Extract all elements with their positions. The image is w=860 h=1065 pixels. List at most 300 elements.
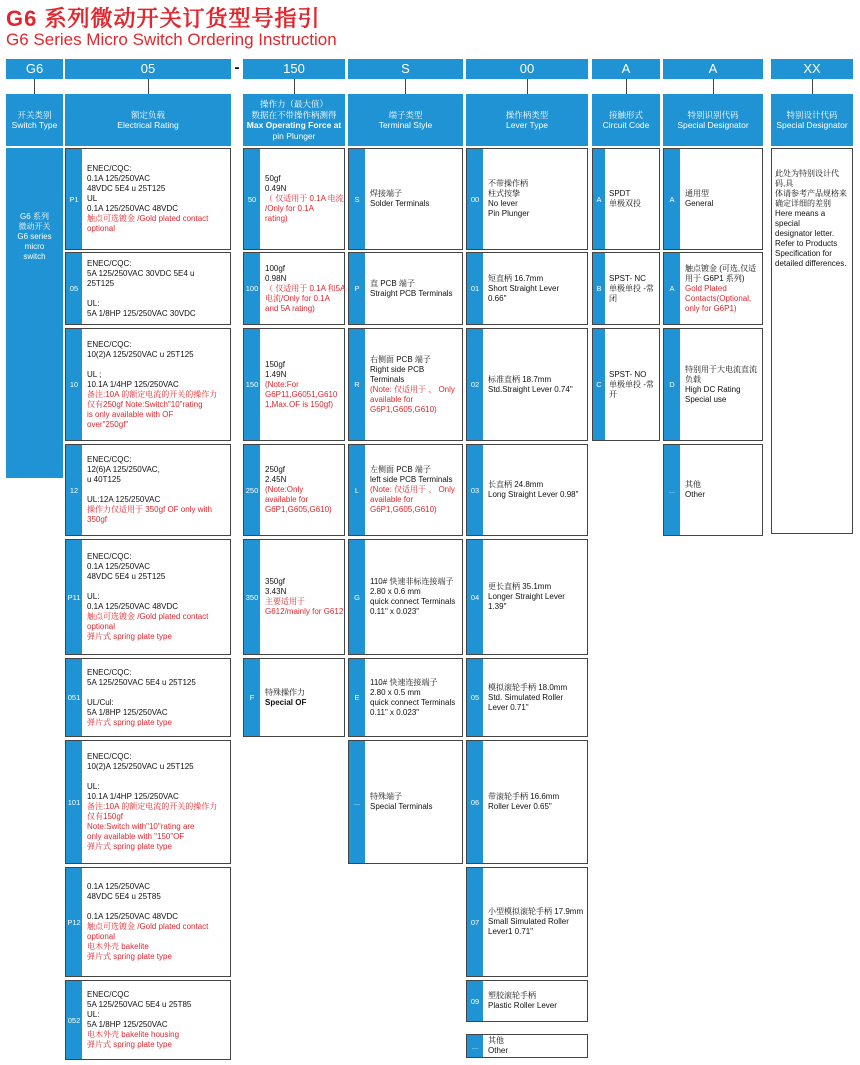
terminal-text bbox=[370, 447, 460, 533]
lever-line: Roller Lever 0.65" bbox=[488, 802, 552, 811]
force-code: 100 bbox=[244, 253, 260, 324]
note-line: Refer to Products bbox=[775, 239, 838, 248]
terminal-row bbox=[348, 252, 463, 325]
lever-text bbox=[488, 151, 585, 247]
header-text: Special Designator bbox=[776, 120, 848, 130]
circuit-row bbox=[592, 328, 660, 441]
rating-line bbox=[87, 902, 228, 912]
rating-line: Note:Switch with"10"rating are bbox=[87, 822, 195, 831]
note-line: detailed differences. bbox=[775, 259, 847, 268]
force-line: available for bbox=[265, 495, 309, 504]
terminal-line: (Note: 仅适用于 、 Only bbox=[370, 384, 455, 394]
lever-line: 塑胶滚轮手柄 bbox=[488, 991, 536, 1000]
code-box-designator: A bbox=[663, 59, 763, 79]
code-box-lever: 00 bbox=[466, 59, 588, 79]
force-text bbox=[265, 331, 342, 438]
force-line: (Note:For bbox=[265, 379, 299, 389]
rating-line: 0.1A 125/250VAC bbox=[87, 562, 151, 571]
lever-line: Std.Straight Lever 0.74" bbox=[488, 384, 573, 394]
force-line: （ 仅适用于 0.1A 和5A bbox=[265, 283, 346, 293]
connector-line bbox=[294, 79, 295, 94]
switch-type-cell bbox=[6, 148, 63, 478]
lever-line: Lever1 0.71" bbox=[488, 927, 534, 936]
header-text: Special Designator bbox=[677, 120, 749, 130]
note-line: designator letter. bbox=[775, 229, 835, 238]
rating-text bbox=[87, 255, 228, 322]
designator-line: 其他 bbox=[685, 480, 701, 489]
header-text: 端子类型 bbox=[388, 109, 423, 120]
rating-line: only available with "150"OF bbox=[87, 832, 185, 841]
lever-code: 03 bbox=[467, 445, 483, 535]
code-dash: - bbox=[234, 59, 240, 76]
lever-code: 09 bbox=[467, 981, 483, 1021]
rating-line: ENEC/CQC: bbox=[87, 552, 132, 561]
terminal-line: Right side PCB bbox=[370, 364, 425, 374]
lever-line: 标准直柄 18.7mm bbox=[488, 374, 552, 384]
rating-line: 5A 1/8HP 125/250VAC 30VDC bbox=[87, 308, 196, 318]
connector-line bbox=[34, 79, 35, 94]
header-special-designator bbox=[663, 94, 763, 146]
header-text: 操作柄类型 bbox=[505, 109, 549, 120]
force-line: 1,Max.OF is 150gf) bbox=[265, 399, 334, 409]
circuit-code: C bbox=[593, 329, 605, 440]
lever-line: No lever bbox=[488, 199, 518, 208]
lever-code: ... bbox=[467, 1035, 483, 1057]
rating-line: 弹片式 spring plate type bbox=[87, 717, 172, 727]
rating-line: 电木外壳 bakelite bbox=[87, 942, 149, 951]
terminal-code: P bbox=[349, 253, 365, 324]
header-special-design-code bbox=[771, 94, 853, 146]
terminal-text bbox=[370, 331, 460, 438]
force-line: /Only for 0.1A bbox=[265, 204, 314, 213]
terminal-line: 直 PCB 端子 bbox=[370, 278, 415, 288]
header-terminal-style bbox=[348, 94, 463, 146]
lever-line: Longer Straight Lever bbox=[488, 592, 565, 601]
terminal-line: 0.11" x 0.023" bbox=[370, 607, 420, 616]
terminal-line: 0.11" x 0.023" bbox=[370, 707, 420, 717]
rating-line: ENEC/CQC: bbox=[87, 667, 132, 677]
designator-code: D bbox=[664, 329, 680, 440]
rating-row bbox=[65, 740, 231, 864]
rating-row bbox=[65, 980, 231, 1060]
rating-line: 仅有150gf bbox=[87, 812, 124, 821]
lever-line: Small Simulated Roller bbox=[488, 917, 569, 926]
lever-line: Other bbox=[488, 1046, 509, 1055]
code-box-circuit: A bbox=[592, 59, 660, 79]
lever-row bbox=[466, 252, 588, 325]
lever-line: 更长直柄 35.1mm bbox=[488, 582, 552, 591]
force-code: 250 bbox=[244, 445, 260, 535]
header-text: Circuit Code bbox=[602, 120, 650, 130]
lever-line: Lever 0.71" bbox=[488, 702, 529, 712]
designator-line: Special use bbox=[685, 394, 727, 404]
header-text: Max Operating Force at bbox=[246, 120, 342, 130]
code-box-terminal: S bbox=[348, 59, 463, 79]
lever-code: 02 bbox=[467, 329, 483, 440]
rating-line: 0.1A 125/250VAC 48VDC bbox=[87, 912, 179, 921]
code-box-type: G6 bbox=[6, 59, 63, 79]
rating-row bbox=[65, 328, 231, 441]
rating-code: P1 bbox=[66, 149, 82, 249]
force-line: G612/mainly for G612 bbox=[265, 607, 344, 616]
switch-type-text: micro bbox=[24, 242, 45, 251]
designator-line: Gold Plated bbox=[685, 283, 727, 293]
lever-line: Plastic Roller Lever bbox=[488, 1001, 557, 1010]
terminal-line: 焊接端子 bbox=[370, 189, 402, 198]
rating-text bbox=[87, 870, 228, 974]
rating-line: 仅有250gf Note:Switch"10"rating bbox=[87, 399, 203, 409]
force-line: 0.98N bbox=[265, 273, 287, 283]
terminal-code: S bbox=[349, 149, 365, 249]
circuit-line: SPST- NO bbox=[609, 369, 647, 379]
rating-text bbox=[87, 151, 228, 247]
rating-code: 052 bbox=[66, 981, 82, 1059]
page-title-cn: G6 系列微动开关订货型号指引 bbox=[6, 6, 321, 31]
circuit-text bbox=[609, 331, 657, 438]
header-operating-force bbox=[243, 94, 345, 146]
force-row bbox=[243, 658, 345, 737]
code-box-special: XX bbox=[771, 59, 853, 79]
designator-line: 用于 G6P1 系列) bbox=[685, 273, 745, 283]
designator-row bbox=[663, 148, 763, 250]
terminal-line: 左侧面 PCB 端子 bbox=[370, 465, 431, 474]
force-line: G6P11,G6051,G610 bbox=[265, 389, 338, 399]
designator-code: A bbox=[664, 253, 680, 324]
rating-line: 25T125 bbox=[87, 278, 115, 288]
circuit-text bbox=[609, 151, 657, 247]
lever-row bbox=[466, 444, 588, 536]
terminal-line: quick connect Terminals bbox=[370, 597, 456, 606]
designator-text bbox=[685, 151, 760, 247]
designator-line: Other bbox=[685, 490, 706, 499]
lever-line: 长直柄 24.8mm bbox=[488, 480, 544, 489]
rating-line: 48VDC 5E4 u 25T125 bbox=[87, 184, 166, 193]
terminal-text bbox=[370, 661, 460, 734]
force-row bbox=[243, 539, 345, 655]
header-switch-type bbox=[6, 94, 63, 146]
circuit-line: 闭 bbox=[609, 293, 617, 303]
designator-line: 特别用于大电流直流 bbox=[685, 364, 757, 374]
force-line: （ 仅适用于 0.1A 电流 bbox=[265, 194, 344, 203]
header-text: Switch Type bbox=[11, 120, 58, 130]
note-line: Specification for bbox=[775, 249, 832, 258]
rating-line: 0.1A 125/250VAC 48VDC bbox=[87, 602, 179, 611]
terminal-code: G bbox=[349, 540, 365, 654]
connector-line bbox=[148, 79, 149, 94]
rating-line: 10.1A 1/4HP 125/250VAC bbox=[87, 792, 179, 801]
rating-line: ENEC/CQC: bbox=[87, 258, 132, 268]
rating-row bbox=[65, 444, 231, 536]
rating-line: ENEC/CQC: bbox=[87, 164, 132, 173]
terminal-code: L bbox=[349, 445, 365, 535]
circuit-line: 单极单投 -常 bbox=[609, 283, 654, 293]
lever-code: 00 bbox=[467, 149, 483, 249]
rating-line: UL/Cul: bbox=[87, 697, 114, 707]
designator-line: only for G6P1) bbox=[685, 303, 737, 313]
rating-code: P12 bbox=[66, 868, 82, 976]
note-line: 确定详细的差别 bbox=[775, 199, 831, 208]
rating-text bbox=[87, 331, 228, 438]
terminal-row bbox=[348, 444, 463, 536]
rating-row bbox=[65, 252, 231, 325]
force-code: 350 bbox=[244, 540, 260, 654]
force-line: (Note:Only bbox=[265, 485, 304, 494]
rating-line: 5A 125/250VAC 5E4 u 25T85 bbox=[87, 1000, 192, 1009]
terminal-text bbox=[370, 255, 460, 322]
force-code: F bbox=[244, 659, 260, 736]
rating-line: 5A 1/8HP 125/250VAC bbox=[87, 1020, 168, 1029]
designator-code: A bbox=[664, 149, 680, 249]
designator-row bbox=[663, 328, 763, 441]
header-text: pin Plunger bbox=[272, 130, 316, 141]
terminal-line: Terminals bbox=[370, 374, 405, 384]
force-text bbox=[265, 661, 342, 734]
terminal-line: 2.80 x 0.6 mm bbox=[370, 587, 421, 596]
force-line: 1.49N bbox=[265, 369, 287, 379]
header-text: 额定负载 bbox=[130, 109, 165, 120]
rating-line: 0.1A 125/250VAC bbox=[87, 174, 151, 183]
rating-line: 触点可选镀金 /Gold plated contact bbox=[87, 214, 209, 223]
rating-code: 10 bbox=[66, 329, 82, 440]
terminal-text bbox=[370, 151, 460, 247]
rating-line: 0.1A 125/250VAC bbox=[87, 882, 151, 891]
header-text: 特别识别代码 bbox=[687, 109, 739, 120]
terminal-line: G6P1,G605,G610) bbox=[370, 505, 437, 514]
lever-line: 小型模拟滚轮手柄 17.9mm bbox=[488, 907, 584, 916]
designator-line: General bbox=[685, 199, 714, 208]
force-line: 0.49N bbox=[265, 184, 287, 193]
force-row bbox=[243, 444, 345, 536]
force-row bbox=[243, 252, 345, 325]
terminal-line: available for bbox=[370, 495, 414, 504]
force-line: 电流/Only for 0.1A bbox=[265, 293, 330, 303]
rating-line bbox=[87, 772, 228, 782]
header-text: 接触形式 bbox=[608, 109, 643, 120]
rating-line: 弹片式 spring plate type bbox=[87, 842, 172, 851]
rating-row bbox=[65, 148, 231, 250]
lever-code: 01 bbox=[467, 253, 483, 324]
terminal-row bbox=[348, 658, 463, 737]
terminal-line: quick connect Terminals bbox=[370, 697, 456, 707]
code-box-rating: 05 bbox=[65, 59, 231, 79]
lever-line: 带滚轮手柄 16.6mm bbox=[488, 792, 560, 801]
terminal-code: E bbox=[349, 659, 365, 736]
designator-code: ... bbox=[664, 445, 680, 535]
rating-line: 备注:10A 的额定电流的开关的操作力 bbox=[87, 389, 218, 399]
lever-row bbox=[466, 980, 588, 1022]
page-title-en: G6 Series Micro Switch Ordering Instruction bbox=[6, 30, 337, 49]
rating-text bbox=[87, 542, 228, 652]
lever-line: 其他 bbox=[488, 1036, 504, 1045]
designator-line: Contacts(Optional, bbox=[685, 293, 752, 303]
lever-line: Long Straight Lever 0.98" bbox=[488, 490, 579, 499]
rating-line: optional bbox=[87, 622, 116, 631]
circuit-line: 单极单投 -常 bbox=[609, 379, 654, 389]
designator-text bbox=[685, 255, 760, 322]
rating-line bbox=[87, 688, 228, 698]
force-line: 150gf bbox=[265, 359, 286, 369]
designator-text bbox=[685, 331, 760, 438]
rating-line bbox=[87, 582, 228, 592]
terminal-line: Straight PCB Terminals bbox=[370, 288, 453, 298]
rating-line: 48VDC 5E4 u 25T125 bbox=[87, 572, 166, 581]
rating-line: 350gf bbox=[87, 515, 108, 524]
rating-line: 12(6)A 125/250VAC, bbox=[87, 465, 160, 474]
force-row bbox=[243, 148, 345, 250]
header-text: Lever Type bbox=[506, 120, 548, 130]
designator-line: 负载 bbox=[685, 374, 701, 384]
force-text bbox=[265, 447, 342, 533]
rating-row bbox=[65, 867, 231, 977]
header-lever-type bbox=[466, 94, 588, 146]
force-text bbox=[265, 255, 346, 322]
rating-line: 48VDC 5E4 u 25T85 bbox=[87, 892, 161, 901]
rating-text bbox=[87, 743, 228, 861]
lever-row bbox=[466, 867, 588, 977]
force-line: 2.45N bbox=[265, 475, 287, 484]
rating-line: ENEC/CQC: bbox=[87, 752, 132, 761]
rating-line bbox=[87, 360, 228, 370]
rating-row bbox=[65, 539, 231, 655]
lever-text bbox=[488, 447, 585, 533]
rating-line bbox=[87, 289, 228, 299]
lever-line: Pin Plunger bbox=[488, 209, 530, 218]
rating-code: 12 bbox=[66, 445, 82, 535]
force-code: 150 bbox=[244, 329, 260, 440]
terminal-code: R bbox=[349, 329, 365, 440]
header-text: Electrical Rating bbox=[117, 120, 179, 130]
terminal-row bbox=[348, 148, 463, 250]
circuit-row bbox=[592, 252, 660, 325]
designator-text bbox=[685, 447, 760, 533]
force-line: and 5A rating) bbox=[265, 303, 315, 313]
rating-line: ENEC/CQC bbox=[87, 990, 130, 999]
rating-line: optional bbox=[87, 932, 116, 941]
force-text bbox=[265, 542, 342, 652]
terminal-code: ... bbox=[349, 741, 365, 863]
lever-text bbox=[488, 542, 585, 652]
connector-line bbox=[527, 79, 528, 94]
rating-code: 101 bbox=[66, 741, 82, 863]
lever-line: Short Straight Lever bbox=[488, 283, 560, 293]
header-circuit-code bbox=[592, 94, 660, 146]
rating-line: 弹片式 spring plate type bbox=[87, 632, 172, 641]
terminal-line: G6P1,G605,G610) bbox=[370, 404, 437, 414]
rating-code: 051 bbox=[66, 659, 82, 736]
designator-row bbox=[663, 252, 763, 325]
rating-line: 5A 125/250VAC 30VDC 5E4 u bbox=[87, 268, 195, 278]
rating-line: 0.1A 125/250VAC 48VDC bbox=[87, 204, 179, 213]
switch-type-text: G6 series bbox=[17, 232, 52, 241]
terminal-line: (Note: 仅适用于 、 Only bbox=[370, 485, 455, 494]
circuit-code: A bbox=[593, 149, 605, 249]
rating-line: 操作力仅适用于 350gf OF only with bbox=[87, 505, 212, 514]
note-line: 此处为特别设计代码,具 bbox=[775, 169, 839, 188]
header-text: 开关类别 bbox=[17, 109, 52, 120]
rating-line: UL:12A 125/250VAC bbox=[87, 495, 161, 504]
note-line: 体请参考产品规格来 bbox=[775, 189, 847, 198]
rating-line: 10(2)A 125/250VAC u 25T125 bbox=[87, 762, 194, 771]
rating-line: ENEC/CQC: bbox=[87, 339, 132, 349]
circuit-line: 开 bbox=[609, 389, 617, 399]
terminal-line: 右侧面 PCB 端子 bbox=[370, 354, 431, 364]
lever-row bbox=[466, 539, 588, 655]
rating-line: optional bbox=[87, 224, 116, 233]
force-line: 100gf bbox=[265, 263, 286, 273]
lever-code: 07 bbox=[467, 868, 483, 976]
lever-row bbox=[466, 1034, 588, 1058]
force-line: 50gf bbox=[265, 174, 281, 183]
rating-line: 电木外壳 bakelite housing bbox=[87, 1030, 180, 1039]
switch-type-text: switch bbox=[23, 252, 46, 261]
rating-line: ENEC/CQC: bbox=[87, 455, 132, 464]
connector-line bbox=[713, 79, 714, 94]
code-box-force: 150 bbox=[243, 59, 345, 79]
switch-type-text: G6 系列 bbox=[20, 212, 49, 221]
note-line: Here means a special bbox=[775, 209, 826, 228]
force-line: 350gf bbox=[265, 577, 286, 586]
rating-text bbox=[87, 983, 228, 1057]
terminal-line: Special Terminals bbox=[370, 802, 433, 811]
rating-line: UL: bbox=[87, 298, 100, 308]
lever-text bbox=[488, 661, 585, 734]
header-text: 数据在不带操作柄测得 bbox=[251, 109, 337, 120]
rating-line: over"250gf" bbox=[87, 419, 129, 429]
lever-text bbox=[488, 1037, 585, 1055]
lever-line: 0.66" bbox=[488, 293, 507, 303]
terminal-line: available for bbox=[370, 394, 414, 404]
header-text: 特别设计代码 bbox=[786, 109, 838, 120]
lever-text bbox=[488, 255, 585, 322]
lever-line: 不带操作柄 bbox=[488, 179, 528, 188]
terminal-line: 110# 快速非标连接端子 bbox=[370, 577, 454, 586]
rating-line: is only available with OF bbox=[87, 409, 174, 419]
rating-line: UL bbox=[87, 194, 98, 203]
circuit-text bbox=[609, 255, 657, 322]
circuit-row bbox=[592, 148, 660, 250]
circuit-code: B bbox=[593, 253, 605, 324]
header-text: 操作力（最大值） bbox=[259, 99, 328, 109]
rating-line: 5A 1/8HP 125/250VAC bbox=[87, 707, 168, 717]
force-line: Special OF bbox=[265, 697, 307, 707]
lever-row bbox=[466, 328, 588, 441]
rating-line: u 40T125 bbox=[87, 475, 121, 484]
force-text bbox=[265, 151, 342, 247]
rating-line bbox=[87, 485, 228, 495]
force-code: 50 bbox=[244, 149, 260, 249]
rating-line: UL: bbox=[87, 592, 100, 601]
designator-line: 通用型 bbox=[685, 189, 709, 198]
lever-row bbox=[466, 148, 588, 250]
lever-code: 06 bbox=[467, 741, 483, 863]
force-line: 250gf bbox=[265, 465, 286, 474]
rating-line: UL ; bbox=[87, 369, 102, 379]
special-designator-note bbox=[771, 148, 853, 534]
header-electrical-rating bbox=[65, 94, 231, 146]
lever-code: 04 bbox=[467, 540, 483, 654]
rating-row bbox=[65, 658, 231, 737]
rating-line: 触点可选镀金 /Gold plated contact bbox=[87, 612, 209, 621]
switch-type-text: 微动开关 bbox=[18, 222, 51, 231]
rating-line: 10.1A 1/4HP 125/250VAC bbox=[87, 379, 179, 389]
lever-text bbox=[488, 331, 585, 438]
circuit-line: 单极双投 bbox=[609, 199, 641, 208]
terminal-text bbox=[370, 542, 460, 652]
rating-line: 备注:10A 的额定电流的开关的操作力 bbox=[87, 802, 218, 811]
designator-line: 触点镀金 (可选,仅适 bbox=[685, 263, 757, 273]
terminal-line: 110# 快速连接端子 bbox=[370, 677, 438, 687]
force-line: rating) bbox=[265, 214, 288, 223]
